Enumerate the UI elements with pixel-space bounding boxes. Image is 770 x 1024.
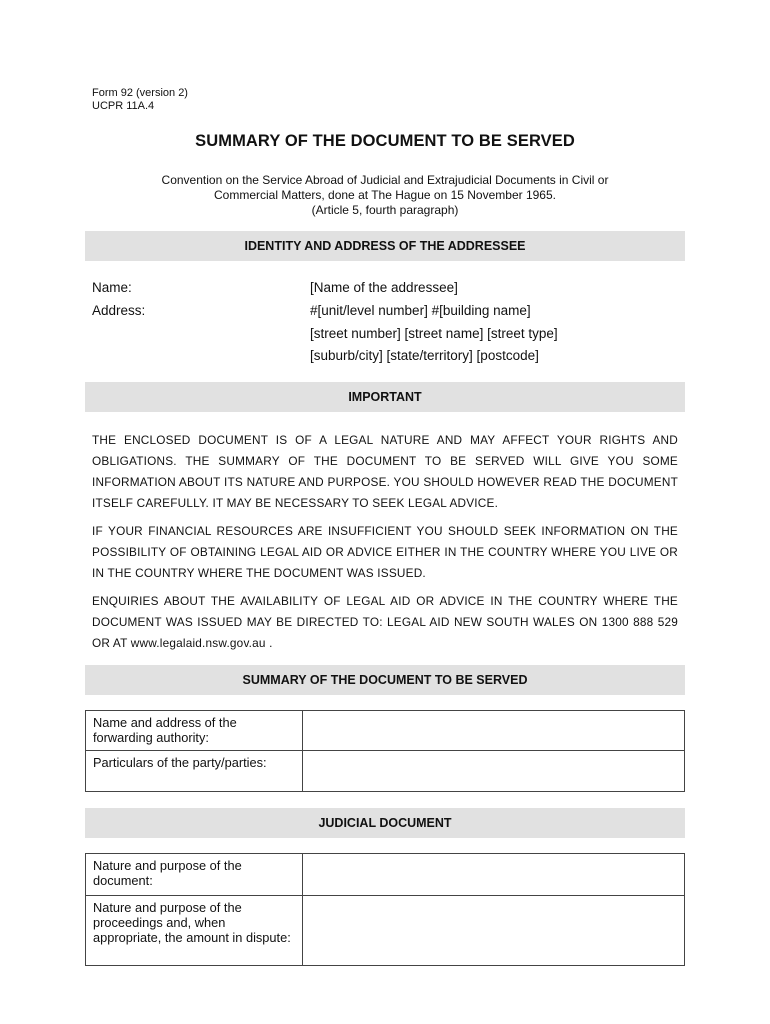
table-row bbox=[86, 711, 685, 751]
form-number: Form 92 (version 2) bbox=[92, 87, 188, 99]
judicial-table bbox=[85, 853, 685, 966]
identity-heading: IDENTITY AND ADDRESS OF THE ADDRESSEE bbox=[85, 231, 685, 261]
name-label: Name: bbox=[92, 280, 132, 295]
convention-line-3: (Article 5, fourth paragraph) bbox=[311, 203, 459, 217]
document-nature-field[interactable] bbox=[303, 854, 685, 896]
proceedings-nature-field[interactable] bbox=[303, 896, 685, 966]
table-row bbox=[86, 854, 685, 896]
convention-text bbox=[100, 173, 670, 218]
forwarding-authority-label: Name and address of the forwarding authority: bbox=[86, 711, 303, 751]
proceedings-nature-label: Nature and purpose of the proceedings and, when appropriate, the amount in dispute: bbox=[86, 896, 303, 966]
page-title: SUMMARY OF THE DOCUMENT TO BE SERVED bbox=[195, 132, 575, 150]
address-line-3: [suburb/city] [state/territory] [postcode] bbox=[310, 348, 539, 363]
table-row bbox=[86, 896, 685, 966]
table-row bbox=[86, 751, 685, 792]
rule-reference: UCPR 11A.4 bbox=[92, 100, 155, 112]
document-nature-label: Nature and purpose of the document: bbox=[86, 854, 303, 896]
important-paragraph-3: ENQUIRIES ABOUT THE AVAILABILITY OF LEGAL AID OR ADVICE IN THE COUNTRY WHERE THE DOCUMENT WAS ISSUED MAY BE DIRECTED TO: LEGAL AID NEW SOUTH WALES ON 1300 888 529 OR AT www.legalaid.nsw.gov.au . bbox=[92, 594, 678, 650]
parties-label: Particulars of the party/parties: bbox=[86, 751, 303, 792]
summary-table bbox=[85, 710, 685, 792]
name-value: [Name of the addressee] bbox=[310, 280, 458, 295]
important-heading: IMPORTANT bbox=[85, 382, 685, 412]
parties-field[interactable] bbox=[303, 751, 685, 792]
important-paragraph-1: THE ENCLOSED DOCUMENT IS OF A LEGAL NATURE AND MAY AFFECT YOUR RIGHTS AND OBLIGATIONS. THE SUMMARY OF THE DOCUMENT TO BE SERVED WILL GIVE YOU SOME INFORMATION ABOUT ITS NATURE AND PURPOSE. YOU SHOULD HOWEVER READ THE DOCUMENT ITSELF CAREFULLY. IT MAY BE NECESSARY TO SEEK LEGAL ADVICE. bbox=[92, 433, 678, 510]
address-label: Address: bbox=[92, 303, 146, 318]
judicial-heading: JUDICIAL DOCUMENT bbox=[85, 808, 685, 838]
important-paragraph-2: IF YOUR FINANCIAL RESOURCES ARE INSUFFICIENT YOU SHOULD SEEK INFORMATION ON THE POSSIBILITY OF OBTAINING LEGAL AID OR ADVICE EITHER IN THE COUNTRY WHERE YOU LIVE OR IN THE COUNTRY WHERE THE DOCUMENT WAS ISSUED. bbox=[92, 524, 678, 580]
address-line-1: #[unit/level number] #[building name] bbox=[310, 303, 531, 318]
summary-heading: SUMMARY OF THE DOCUMENT TO BE SERVED bbox=[85, 665, 685, 695]
address-line-2: [street number] [street name] [street type] bbox=[310, 326, 558, 341]
convention-line-2: Commercial Matters, done at The Hague on 15 November 1965. bbox=[214, 188, 556, 202]
convention-line-1: Convention on the Service Abroad of Judicial and Extrajudicial Documents in Civil or bbox=[161, 173, 609, 187]
forwarding-authority-field[interactable] bbox=[303, 711, 685, 751]
